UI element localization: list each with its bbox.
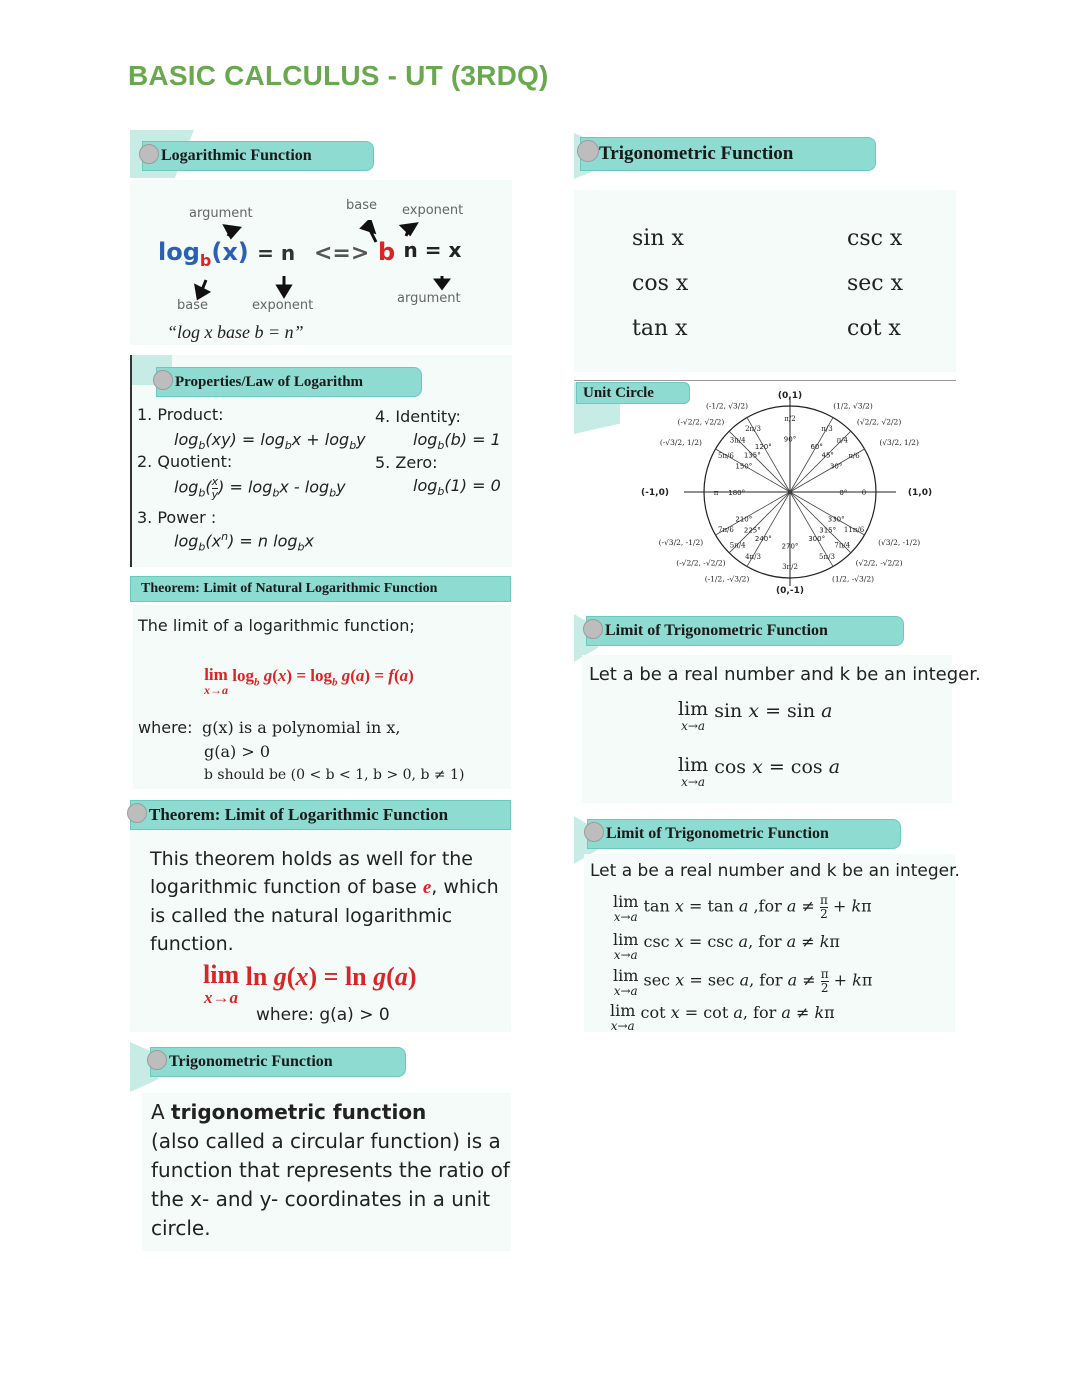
log-equation: [158, 238, 295, 270]
radian-label: 2π/3: [745, 424, 761, 433]
log-function-header: [142, 141, 374, 171]
product-label: 1. Product:: [137, 405, 224, 424]
label-argument-bottom: argument: [397, 291, 461, 306]
coordinate-label: (1/2, √3/2): [833, 401, 873, 411]
identity-formula: $\log_b(b) = 1$: [413, 430, 501, 453]
axis-label-top: (0,1): [777, 391, 803, 401]
degree-label: 45°: [821, 451, 834, 460]
degree-label: 120°: [754, 442, 772, 451]
coordinate-label: (-√2/2, √2/2): [677, 417, 725, 427]
header-label: Unit Circle: [583, 384, 654, 401]
text-line: the x- and y- coordinates in a unit: [151, 1187, 491, 1211]
trig-limit-1-intro: Let a be a real number and k be an integer.: [589, 664, 981, 685]
degree-label: 90°: [783, 435, 797, 444]
coordinate-label: (-√3/2, -1/2): [658, 538, 704, 547]
zero-formula: $\log_b(1) = 0$: [413, 476, 501, 499]
theorem-log-header: [130, 800, 511, 830]
axis-label-left: (-1,0): [641, 488, 669, 498]
text-part: A: [151, 1100, 172, 1124]
radian-label: 11π/6: [843, 525, 865, 534]
divider: [574, 380, 956, 381]
text-line: is called the natural logarithmic: [150, 905, 453, 927]
power-formula: $\log_b(x^n) = n$ $\log_bx$: [174, 530, 314, 554]
radian-label: π: [713, 489, 719, 497]
radian-label: 7π/4: [834, 541, 851, 550]
degree-label: 240°: [754, 535, 772, 544]
exp-rest: n = x: [403, 238, 462, 262]
log-base-sub: b: [199, 250, 212, 270]
equals-n: = n: [257, 241, 296, 265]
coordinate-label: (-√2/2, -√2/2): [676, 558, 726, 568]
trig-limit-2-header: [587, 819, 901, 849]
text-line: [150, 873, 499, 902]
theorem-natural-formula: lim x→a $\log_b g(x) = \log_b g(a) = f(a)$: [204, 665, 414, 697]
degree-label: 330°: [827, 515, 845, 524]
radian-label: π/3: [821, 424, 833, 433]
lim-sub: x→a: [613, 948, 638, 962]
header-label: Theorem: Limit of Logarithmic Function: [149, 805, 449, 824]
exp-equation: [378, 238, 461, 266]
equivalence-arrow: <=>: [314, 241, 370, 266]
radian-label: π/4: [836, 436, 849, 445]
bullet-icon: [583, 619, 603, 639]
lim-sub: x→a: [204, 988, 239, 1007]
quotient-label: 2. Quotient:: [137, 452, 233, 471]
radian-label: 3π/2: [782, 562, 798, 571]
lim-sub: x→a: [681, 719, 706, 733]
coordinate-label: (-1/2, √3/2): [705, 401, 749, 411]
bold-term: trigonometric function: [171, 1100, 427, 1124]
trig-tan: tan x: [632, 316, 688, 341]
degree-label: 225°: [743, 526, 761, 535]
trig-limit-1-f1: lim x→a sin x = sin a: [678, 698, 833, 733]
radian-label: 7π/6: [718, 525, 734, 534]
lim-sub: x→a: [204, 683, 228, 697]
radian-label: 3π/4: [729, 436, 746, 445]
axis-label-right: (1,0): [907, 488, 933, 498]
theorem-natural-intro: The limit of a logarithmic function;: [138, 616, 415, 635]
degree-label: 30°: [829, 462, 843, 471]
text-part: logarithmic function of base: [150, 876, 423, 898]
radian-label: 0: [861, 489, 867, 497]
cond-1: g(x) is a polynomial in x,: [202, 718, 401, 737]
bullet-icon: [577, 140, 599, 162]
exp-base: b: [378, 238, 396, 266]
text-line: [151, 1098, 510, 1127]
theorem-log-formula: lim x→a ln g(x) = ln g(a): [203, 960, 417, 1007]
theorem-log-text: [150, 845, 499, 958]
radian-label: 5π/4: [729, 541, 746, 550]
trig-def-text: [151, 1098, 510, 1243]
coordinate-label: (√3/2, -1/2): [878, 538, 921, 547]
label-argument-top: argument: [189, 206, 253, 221]
text-line: function.: [150, 933, 234, 955]
text-line: function that represents the ratio of: [151, 1158, 510, 1182]
unit-circle-diagram: [630, 385, 950, 600]
product-formula: $\log_b(xy) = \log_bx + \log_by$: [174, 430, 366, 453]
trig-def-header: [150, 1047, 406, 1077]
trig-sec: sec x: [847, 271, 904, 296]
log-arg: (x): [211, 238, 249, 266]
lim-sub: x→a: [613, 984, 638, 998]
axis-label-bottom: (0,-1): [776, 586, 804, 596]
header-label: Limit of Trigonometric Function: [606, 825, 829, 842]
header-label: Trigonometric Function: [599, 143, 794, 164]
text-line: This theorem holds as well for the: [150, 848, 473, 870]
trig-limit-1-f2: lim x→a cos x = cos a: [678, 754, 841, 789]
degree-label: 300°: [808, 535, 826, 544]
header-label: Properties/Law of Logarithm: [175, 373, 364, 390]
header-label: Trigonometric Function: [169, 1053, 333, 1070]
degree-label: 210°: [735, 515, 753, 524]
power-label: 3. Power :: [137, 508, 217, 527]
theorem-log-where: where: g(a) > 0: [256, 1005, 390, 1025]
coordinate-label: (√2/2, √2/2): [856, 417, 902, 427]
cond-3: b should be (0 < b < 1, b > 0, b ≠ 1): [204, 767, 465, 783]
text-line: (also called a circular function) is a: [151, 1129, 501, 1153]
header-label: Limit of Trigonometric Function: [605, 622, 828, 639]
identity-label: 4. Identity:: [375, 407, 461, 426]
label-exponent-bottom: exponent: [252, 298, 314, 313]
trig-cos: cos x: [632, 271, 689, 296]
trig-limit-2-f2: lim x→a csc x = csc a, for a ≠ kπ: [613, 930, 840, 962]
trig-cot: cot x: [847, 316, 901, 341]
coordinate-label: (-1/2, -√3/2): [704, 574, 750, 584]
bullet-icon: [153, 370, 173, 390]
degree-label: 60°: [810, 442, 823, 451]
coordinate-label: (√2/2, -√2/2): [855, 558, 903, 568]
radian-label: π/6: [848, 452, 860, 461]
degree-label: 270°: [781, 542, 799, 551]
log-word: log: [158, 238, 200, 266]
header-label: Logarithmic Function: [161, 147, 312, 164]
trig-list-header: [580, 137, 876, 171]
quotient-formula: $\log_b$( $\frac{x}{y}$ ) = $\log_bx - \log_by$: [174, 475, 346, 501]
trig-limit-2-intro: Let a be a real number and k be an integer.: [590, 861, 960, 881]
degree-label: 0°: [839, 489, 848, 497]
where-label: where:: [138, 718, 193, 737]
radian-label: 4π/3: [745, 553, 761, 562]
radian-label: 5π/3: [819, 553, 835, 562]
trig-limit-2-f3: lim x→a sec x = sec a, for a ≠ $\frac{\pi}{2}$ + kπ: [613, 966, 873, 998]
radian-label: π/2: [784, 415, 796, 424]
degree-label: 150°: [735, 462, 753, 471]
text-part: , which: [431, 876, 499, 898]
trig-sin: sin x: [632, 226, 684, 251]
theorem-natural-where: [138, 718, 193, 737]
label-base-top: base: [346, 198, 377, 213]
trig-limit-2-f1: lim x→a tan x = tan a ,for a ≠ $\frac{\pi}{2}$ + kπ: [613, 892, 872, 924]
degree-label: 180°: [728, 489, 746, 497]
trig-csc: csc x: [847, 226, 903, 251]
coordinate-label: (-√3/2, 1/2): [659, 438, 702, 447]
header-label: Theorem: Limit of Natural Logarithmic Function: [141, 581, 438, 596]
zero-label: 5. Zero:: [375, 453, 438, 472]
coordinate-label: (1/2, -√3/2): [831, 574, 875, 584]
lim-sub: x→a: [610, 1019, 635, 1033]
bullet-icon: [584, 822, 604, 842]
bullet-icon: [147, 1050, 167, 1070]
properties-header: [156, 367, 422, 397]
label-base-bottom: base: [177, 298, 208, 313]
bullet-icon: [127, 803, 147, 823]
log-reading: “log x base b = n”: [167, 322, 304, 342]
page-title: BASIC CALCULUS - UT (3RDQ): [128, 60, 549, 91]
base-e: e: [422, 877, 432, 898]
cond-2: g(a) > 0: [204, 742, 271, 761]
radian-label: 5π/6: [718, 452, 734, 461]
degree-label: 135°: [743, 451, 761, 460]
lim-sub: x→a: [613, 910, 638, 924]
coordinate-label: (√3/2, 1/2): [879, 438, 919, 447]
theorem-natural-header: [130, 576, 511, 602]
lim-sub: x→a: [681, 775, 706, 789]
trig-limit-2-f4: lim x→a cot x = cot a, for a ≠ kπ: [610, 1001, 835, 1033]
text-line: circle.: [151, 1216, 211, 1240]
degree-label: 315°: [819, 526, 837, 535]
label-exponent-top: exponent: [402, 203, 464, 218]
trig-limit-1-header: [586, 616, 904, 646]
bullet-icon: [139, 144, 159, 164]
